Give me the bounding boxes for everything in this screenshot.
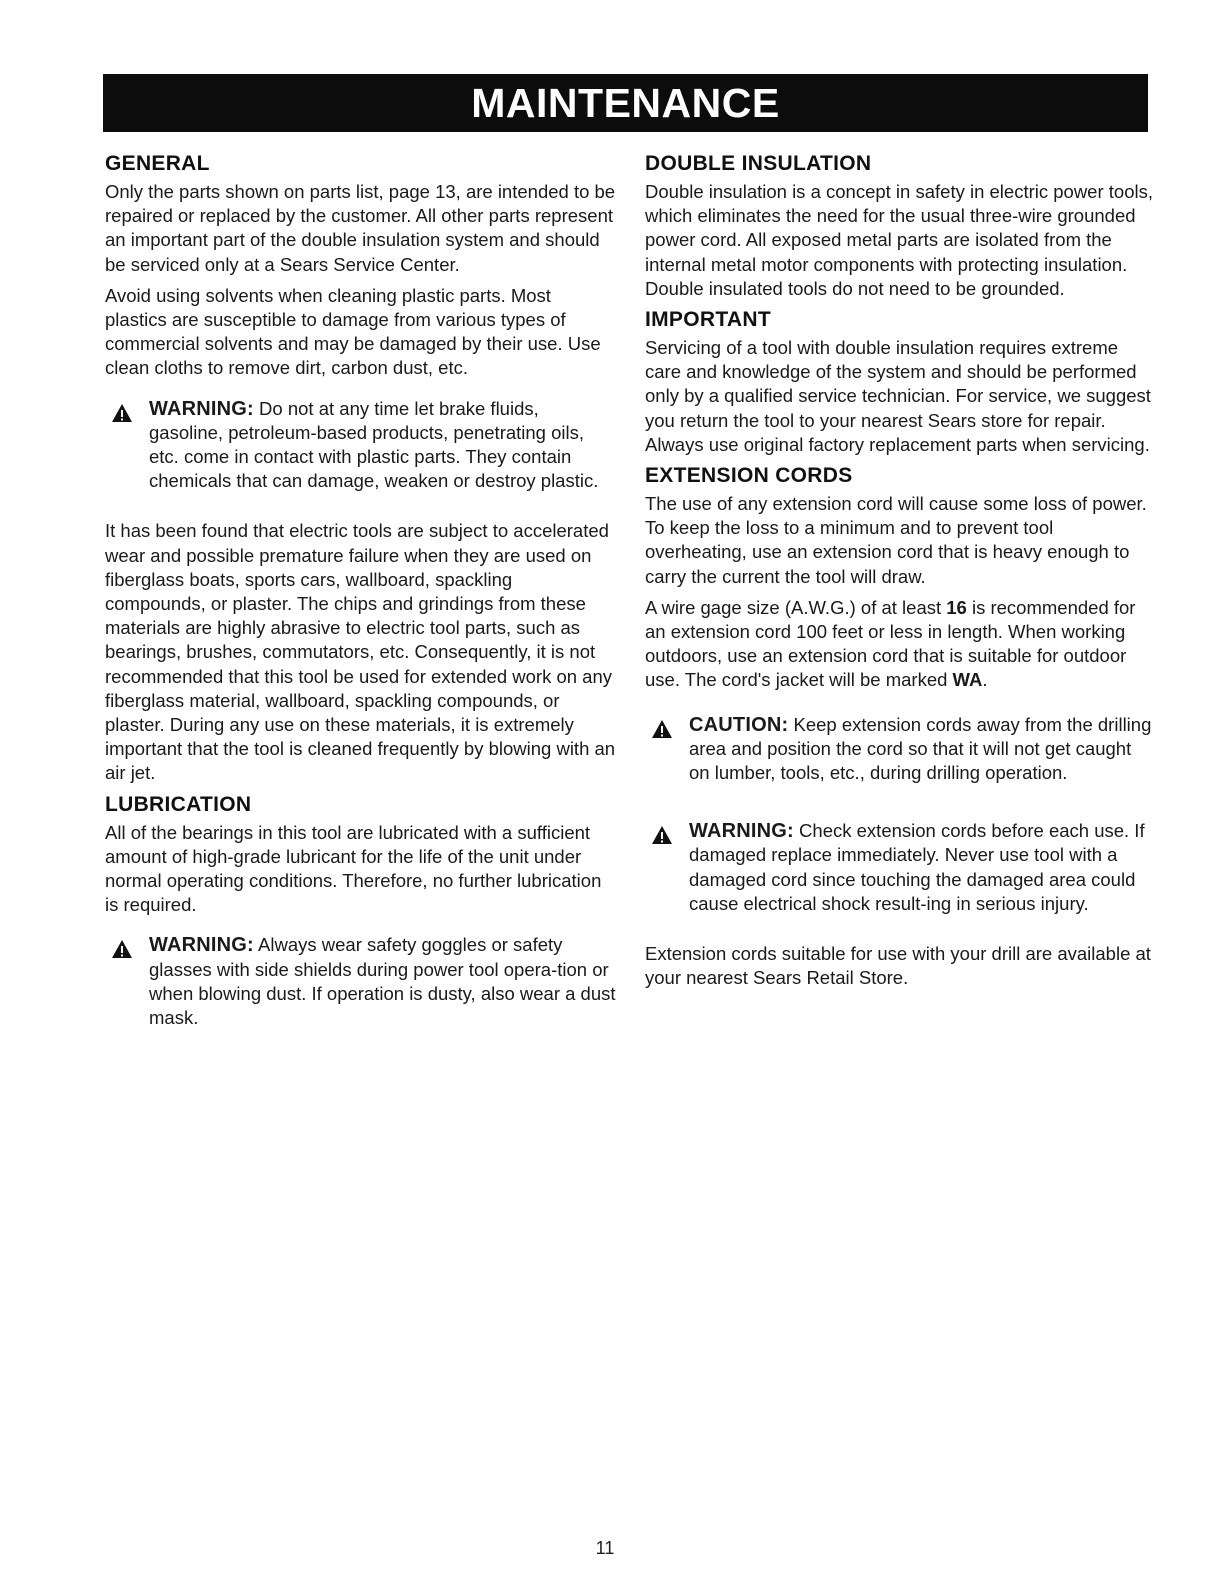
left-column [105,152,617,1056]
text-run: . [982,669,988,691]
fiberglass-paragraph: It has been found that electric tools are subject to accelerated wear and possible premature failure when they are used on fiberglass boats, sports cars, wallboard, spackling compounds, or plaster. The chips and grindings from these materials are highly abrasive to electric tool parts, such as bearings, brushes, commutators, etc. Consequently, it is not recommended that this tool be used for extended work on any fiberglass material, wallboard, spackling compounds, or plaster. During any use on these materials, it is extremely important that the tool is cleaned frequently by blowing with an air jet. [105,520,616,784]
extension-cords-paragraph-2 [645,596,1155,693]
double-insulation-heading: DOUBLE INSULATION [645,152,872,175]
warning-check-cords [645,819,1155,916]
warning-text [149,933,617,1030]
important-paragraph: Servicing of a tool with double insulation requires extreme care and knowledge of the system and should be performed only by a qualified service technician. For service, we suggest you return the tool to your nearest Sears store for repair. Always use original factory replacement parts when servicing. [645,337,1151,455]
page-number: 11 [595,1538,615,1558]
page-title-banner [103,74,1148,132]
warning-triangle-icon [651,825,673,845]
warning-text [149,397,617,494]
caution-extension-cords [645,713,1155,786]
warning-body: Do not at any time let brake fluids, gasoline, petroleum-based products, penetrating oils, etc. come in contact with plastic parts. They contain chemicals that can damage, weaken or destroy plastic. [149,397,599,492]
warning-safety-goggles [105,933,617,1030]
text-run: A wire gage size (A.W.G.) of at least [645,596,947,618]
general-heading: GENERAL [105,152,210,175]
extension-cords-availability: Extension cords suitable for use with your drill are available at your nearest Sears Retail Store. [645,943,1151,989]
extension-cords-paragraph-1: The use of any extension cord will cause some loss of power. To keep the loss to a minimum and to prevent tool overheating, use an extension cord that is heavy enough to carry the current the tool will draw. [645,493,1147,587]
important-heading: IMPORTANT [645,308,771,332]
wire-gage-number: 16 [946,596,967,618]
warning-text [689,819,1155,916]
lubrication-paragraph: All of the bearings in this tool are lubricated with a sufficient amount of high-grade lubricant for the life of the unit under normal operating conditions. Therefore, no further lubrication is required. [105,821,602,916]
general-paragraph-2: Avoid using solvents when cleaning plastic parts. Most plastics are susceptible to damage from various types of commercial solvents and may be damaged by their use. Use clean cloths to remove dirt, carbon dust, etc. [105,284,601,379]
caution-body: Keep extension cords away from the drilling area and position the cord so that it will not get caught on lumber, tools, etc., during drilling operation. [689,713,1152,784]
jacket-marking: WA [952,669,983,691]
page-title: MAINTENANCE [471,79,780,126]
lubrication-heading: LUBRICATION [105,792,252,816]
warning-triangle-icon [651,719,673,739]
warning-label: WARNING: [149,934,254,957]
warning-triangle-icon [111,403,133,423]
caution-text [689,713,1155,786]
caution-label: CAUTION: [689,713,789,736]
extension-cords-heading: EXTENSION CORDS [645,464,853,488]
right-column [645,152,1155,997]
general-paragraph-1: Only the parts shown on parts list, page 13, are intended to be repaired or replaced by the customer. All other parts represent an important part of the double insulation system and should be serviced only at a Sears Service Center. [105,181,616,275]
text-run: is recommended for an extension cord 100 feet or less in length. When working outdoors, use an extension cord that is suitable for outdoor use. The cord's jacket will be marked [645,596,1136,691]
warning-plastic-parts [105,397,617,494]
warning-label: WARNING: [689,820,794,843]
double-insulation-paragraph: Double insulation is a concept in safety in electric power tools, which eliminates the need for the usual three-wire grounded power cord. All exposed metal parts are isolated from the internal metal motor components with protecting insulation. Double insulated tools do not need to be grounded. [645,181,1153,299]
warning-body: Check extension cords before each use. If damaged replace immediately. Never use tool with a damaged cord since touching the damaged area could cause electrical shock result-ing in serious injury. [689,820,1145,914]
warning-triangle-icon [111,939,133,959]
warning-label: WARNING: [149,397,254,420]
warning-body: Always wear safety goggles or safety glasses with side shields during power tool opera-tion or when blowing dust. If operation is dusty, also wear a dust mask. [149,934,616,1029]
